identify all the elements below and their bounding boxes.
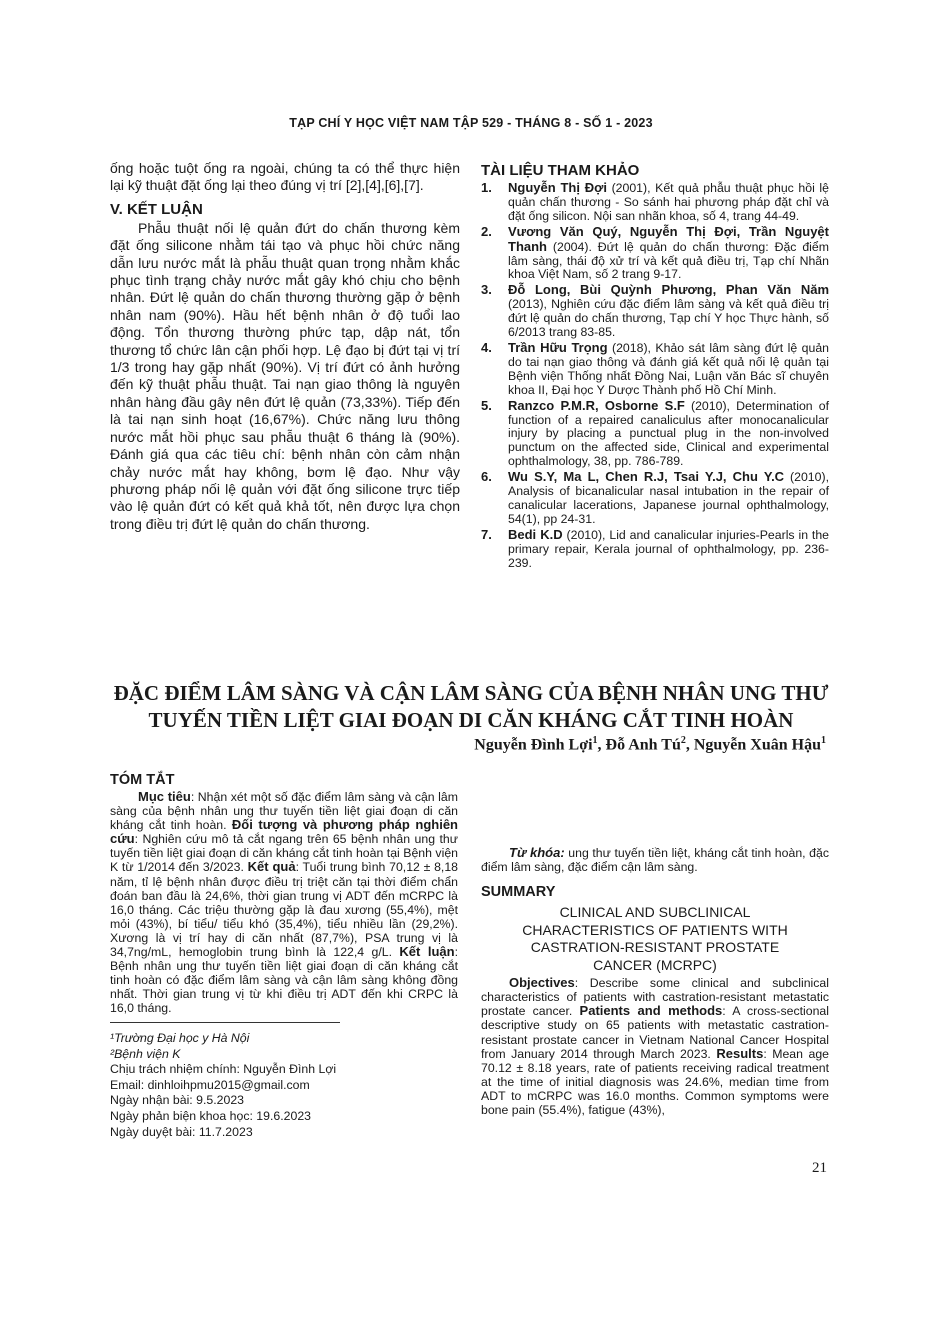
footnotes	[110, 1031, 450, 1140]
reference-item: 1. Nguyễn Thị Đợi (2001), Kết quả phẫu thuật phục hồi lệ quản chấn thương - So sánh hai phương pháp đặt chỉ và đặt ống silicon. Nội san nhãn khoa, số 4, trang 44-49.	[481, 180, 829, 223]
reference-item: 6. Wu S.Y, Ma L, Chen R.J, Tsai Y.J, Chu Y.C (2010), Analysis of bicanalicular nasal intubation in the repair of canalicular lacerations, Japanese journal ophthalmology, 54(1), pp 24-31.	[481, 469, 829, 526]
conclusion-paragraph: Phẫu thuật nối lệ quản đứt do chấn thương kèm đặt ống silicone nhằm tái tạo và phục hồi chức năng dẫn lưu nước mắt là phẫu thuật quan trọng nhằm khắc phục tình trạng chảy nước mắt gây khó chịu cho bệnh nhân. Đứt lệ quản do chấn thương thường gặp ở bệnh nhân nam (90%). Hầu hết bệnh nhân ở độ tuổi lao động. Tổn thương thường phức tạp, dập nát, tổn thương tổ chức lân cận phối hợp. Lệ đạo bị đứt tại vị trí 1/3 trong hay gặp nhất (90%). Vị trí đứt có ảnh hưởng đến kỹ thuật phẫu thuật. Tai nạn giao thông là nguyên nhân hàng đầu gây nên đứt lệ quản (73,33%). Tiếp đến là tai nạn sinh hoạt (16,67%). Chức năng lưu thông nước mắt hồi phục sau phẫu thuật 6 tháng là (90%). Đánh giá qua các tiêu chí: bệnh nhân còn cảm nhận chảy nước mắt hay không, bơm lệ đạo. Như vậy phương pháp nối lệ quản với đặt ống silicone trực tiếp vào lệ quản đứt có kết quả khả tốt, nên được lựa chọn trong điều trị đứt lệ quản do chấn thương.	[110, 219, 460, 532]
references-heading: TÀI LIỆU THAM KHẢO	[481, 162, 640, 179]
corresponding-author: Chịu trách nhiệm chính: Nguyễn Đình Lợi	[110, 1062, 337, 1077]
reference-item: 5. Ranzco P.M.R, Osborne S.F (2010), Determination of function of a repaired canaliculus after monocanalicular injury by placing a punctual plug in the non-involved punctum on the affected side, Clinical and experimental ophthalmology, 38, pp. 786-789.	[481, 397, 829, 469]
author-line: Nguyễn Đình Lợi$^1$, Đỗ Anh $Tú^2$, Nguyễn Xuân Hậu$^1$	[474, 735, 826, 754]
article-title	[70, 680, 872, 734]
summary-paragraph: Objectives: Describe some clinical and subclinical characteristics of patients with castration-resistant metastatic prostate cancer. Patients and methods: A cross-sectional descriptive study on 65 patients with metastatic castration-resistant prostate cancer in Vietnam National Cancer Hospital from January 2014 through March 2023. Results: Mean age 70.12 ± 8.18 years, rate of patients receiving radical treatment at the time of initial diagnosis was 24.6%, median time from ADT to mCRPC was 16.0 months. Common symptoms were bone pain (55.4%), fatigue (43%),	[481, 975, 830, 1118]
references-list	[481, 181, 829, 570]
right-column-lower	[481, 846, 829, 1117]
reference-item: 7. Bedi K.D (2010), Lid and canalicular injuries-Pearls in the primary repair, Kerala journal of ophthalmology, pp. 236-239.	[481, 526, 829, 570]
date-approved: Ngày duyệt bài: 11.7.2023	[110, 1124, 253, 1139]
reference-item: 2. Vương Văn Quý, Nguyễn Thị Đợi, Trần Nguyệt Thanh (2004). Đứt lệ quản do chấn thương: Đặc điểm lâm sàng, thái độ xử trí và kết quả điều trị, Tạp chí Nhãn khoa Việt Nam, số 2 trang 9-17.	[481, 223, 829, 282]
left-column-upper	[110, 160, 460, 533]
email: Email: dinhloihpmu2015@gmail.com	[110, 1077, 310, 1092]
continuation-paragraph: ống hoặc tuột ống ra ngoài, chúng ta có thể thực hiện lại kỹ thuật đặt ống lại theo đúng vị trí [2],[4],[6],[7].	[110, 160, 460, 194]
author-name: Nguyễn Xuân Hậu	[693, 736, 821, 754]
affiliation: ¹Trường Đại học y Hà Nội	[110, 1031, 250, 1045]
author-name: Đỗ Anh Tú	[605, 736, 681, 754]
abstract-heading: TÓM TẮT	[110, 772, 175, 788]
page-number: 21	[812, 1160, 827, 1176]
article-title-line: ĐẶC ĐIỂM LÂM SÀNG VÀ CẬN LÂM SÀNG CỦA BỆNH NHÂN UNG THƯ	[113, 681, 829, 705]
keywords-paragraph: Từ khóa: ung thư tuyến tiền liệt, kháng cắt tinh hoàn, đặc điểm lâm sàng, đặc điểm cận lâm sàng.	[481, 845, 829, 875]
conclusion-heading: V. KẾT LUẬN	[110, 200, 203, 218]
references-section	[481, 162, 829, 571]
affiliation: ²Bệnh viện K	[110, 1046, 181, 1061]
article-title-line: TUYẾN TIỀN LIỆT GIAI ĐOẠN DI CĂN KHÁNG CẮT TINH HOÀN	[148, 708, 794, 732]
reference-item: 4. Trần Hữu Trọng (2018), Khảo sát lâm sàng đứt lệ quản do tai nạn giao thông và đánh giá kết quả nối lệ quản tại Bệnh viện Thống nhất Đồng Nai, Luận văn Bác sĩ chuyên khoa II, Đại học Y Dược Thành phố Hồ Chí Minh.	[481, 339, 829, 397]
abstract-paragraph: Mục tiêu: Nhận xét một số đặc điểm lâm sàng và cận lâm sàng của bệnh nhân ung thư tuyến tiền liệt giai đoạn di căn kháng cắt tinh hoàn. Đối tượng và phương pháp nghiên cứu: Nghiên cứu mô tả cắt ngang trên 65 bệnh nhân ung thư tuyến tiền liệt giai đoạn di căn kháng cắt tinh hoàn tại Bệnh viện K từ 1/2014 đến 3/2023. Kết quả: Tuổi trung bình 70,12 ± 8,18 năm, tỉ lệ bệnh nhân được điều trị triệt căn tại thời điểm chẩn đoán ban đầu là 24,6%, thời gian trung vị ADT đến mCRPC là 16,0 tháng. Các triệu thường gặp là đau xương (55,4%), mệt mỏi (43%), bí tiểu/ tiểu khó (35,4%), tiểu nhiều lần (29,2%). Xương là vị trí hay di căn nhất (87,7%), PSA trung vị là 34,7ng/mL, hemoglobin trung bình là 122,4 g/L. Kết luận: Bệnh nhân ung thư tuyến tiền liệt giai đoạn di căn kháng cắt tinh hoàn có đặc điểm lâm sàng và cận lâm sàng không đồng nhất. Thời gian trung vị từ khi điều trị ADT đến khi CRPC là 16,0 tháng.	[110, 789, 459, 1016]
author-name: Nguyễn Đình Lợi	[474, 736, 593, 754]
summary-heading: SUMMARY	[481, 884, 556, 901]
date-received: Ngày nhận bài: 9.5.2023	[110, 1093, 245, 1108]
abstract-vietnamese	[110, 772, 458, 1016]
journal-header: TẠP CHÍ Y HỌC VIỆT NAM TẬP 529 - THÁNG 8 - SỐ 1 - 2023	[289, 116, 653, 130]
footnote-divider	[110, 1022, 340, 1023]
reference-item: 3. Đỗ Long, Bùi Quỳnh Phương, Phan Văn Năm (2013), Nghiên cứu đặc điểm lâm sàng và kết quả điều trị đứt lệ quản do chấn thương, Tạp chí Y học Thực hành, số 6/2013 trang 83-85.	[481, 282, 829, 340]
date-reviewed: Ngày phản biện khoa học: 19.6.2023	[110, 1108, 312, 1123]
english-title: CLINICAL AND SUBCLINICAL CHARACTERISTICS OF PATIENTS WITH CASTRATION-RESISTANT PROSTATE CANCER (MCRPC)	[522, 904, 788, 973]
